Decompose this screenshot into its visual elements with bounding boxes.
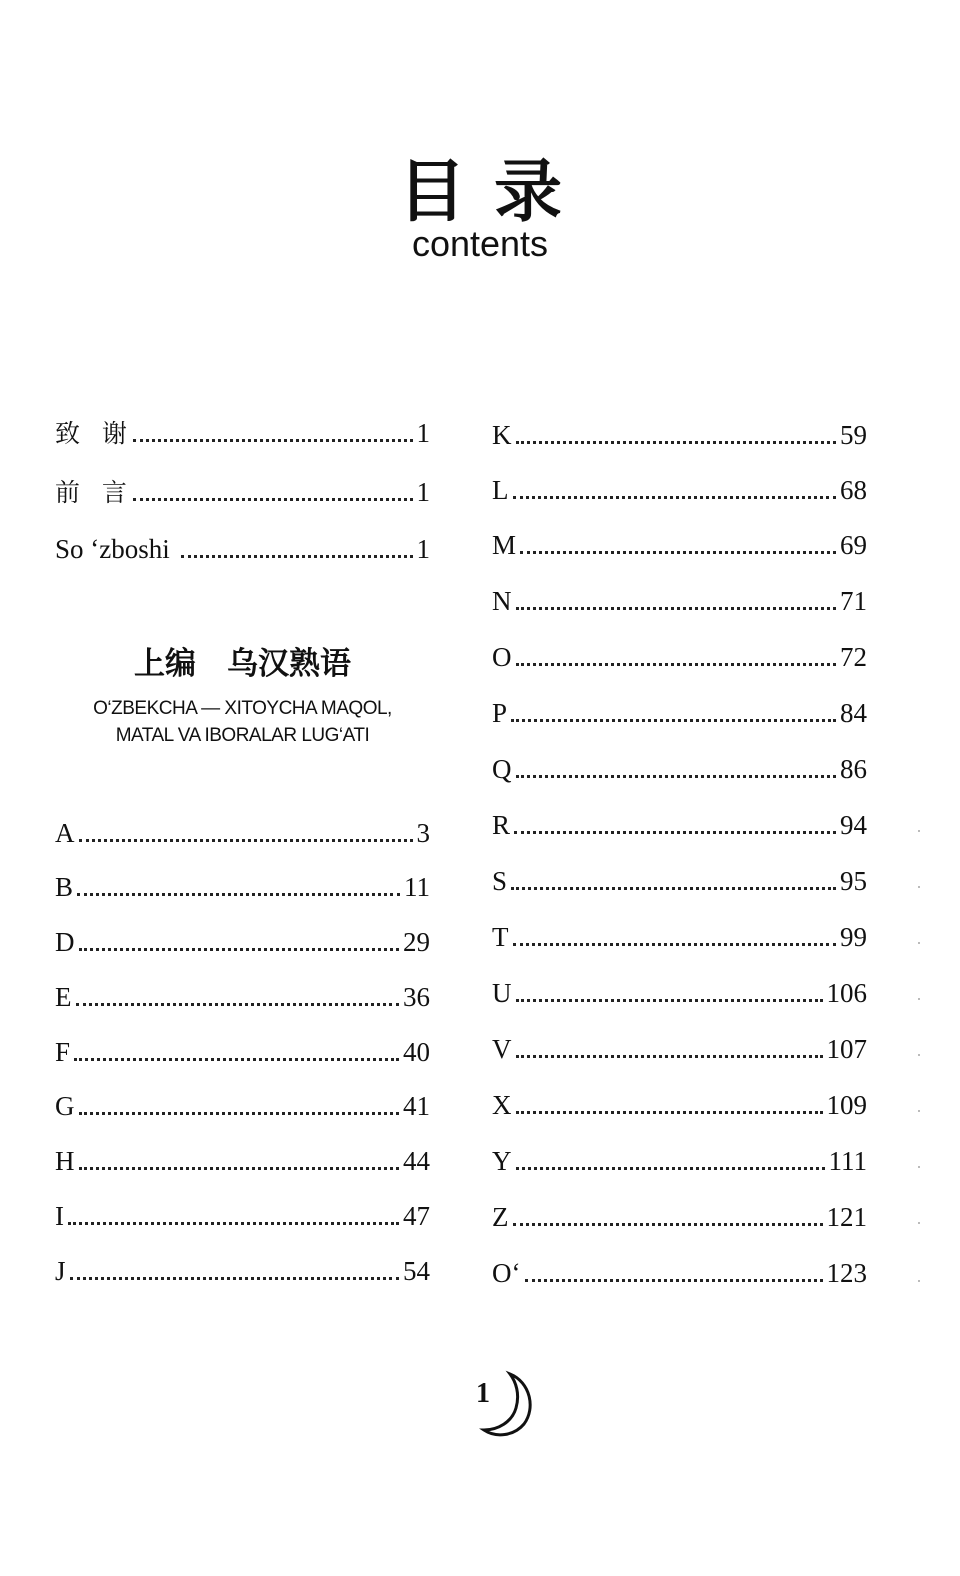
scan-speck <box>918 1166 920 1168</box>
toc-entry-label: T <box>492 922 509 952</box>
toc-entry-letter[interactable] <box>55 1201 430 1235</box>
toc-entry-label: K <box>492 420 512 450</box>
dot-leader <box>516 606 837 610</box>
toc-entry-label: R <box>492 810 511 840</box>
toc-entry-page: 123 <box>826 1258 867 1288</box>
toc-entry-preface[interactable] <box>55 473 430 507</box>
dot-leader <box>516 1054 823 1058</box>
page-footer <box>470 1368 540 1442</box>
scan-speck <box>918 830 920 832</box>
toc-entry-page: 1 <box>416 534 430 564</box>
toc-entry-page: 109 <box>826 1090 867 1120</box>
toc-entry-letter[interactable] <box>492 698 867 732</box>
toc-entry-page: 95 <box>840 866 867 896</box>
toc-entry-page: 36 <box>403 982 430 1012</box>
dot-leader <box>513 942 837 946</box>
toc-entry-letter[interactable] <box>492 866 867 900</box>
toc-entry-label: P <box>492 698 508 728</box>
toc-entry-page: 68 <box>840 475 867 505</box>
section-subtitle-line1: O‘ZBEKCHA — XITOYCHA MAQOL, <box>93 698 392 719</box>
toc-entry-letter[interactable] <box>492 1146 867 1180</box>
toc-entry-page: 71 <box>840 586 867 616</box>
dot-leader <box>68 1221 399 1225</box>
toc-entry-page: 47 <box>403 1201 430 1231</box>
toc-entry-label: B <box>55 872 74 902</box>
toc-entry-label: U <box>492 978 512 1008</box>
toc-entry-label: A <box>55 818 75 848</box>
scan-speck <box>918 1280 920 1282</box>
toc-entry-page: 59 <box>840 420 867 450</box>
toc-entry-page: 41 <box>403 1091 430 1121</box>
toc-entry-letter[interactable] <box>492 642 867 676</box>
toc-entry-label: M <box>492 530 517 560</box>
toc-entry-page: 111 <box>828 1146 867 1176</box>
toc-entry-letter[interactable] <box>492 1202 867 1236</box>
toc-entry-letter[interactable] <box>492 754 867 788</box>
toc-entry-letter[interactable] <box>55 1037 430 1071</box>
toc-entry-label: Q <box>492 754 512 784</box>
toc-entry-page: 40 <box>403 1037 430 1067</box>
toc-entry-label: X <box>492 1090 512 1120</box>
scan-speck <box>918 1222 920 1224</box>
toc-entry-letter[interactable] <box>492 1034 867 1068</box>
dot-leader <box>77 892 400 896</box>
dot-leader <box>133 497 413 501</box>
toc-right-column <box>492 0 867 1576</box>
toc-left-column <box>55 0 430 1576</box>
dot-leader <box>525 1278 823 1282</box>
toc-entry-page: 3 <box>416 818 430 848</box>
toc-entry-letter[interactable] <box>492 530 867 564</box>
toc-entry-letter[interactable] <box>55 982 430 1016</box>
toc-entry-letter[interactable] <box>55 1091 430 1125</box>
toc-entry-label: Y <box>492 1146 512 1176</box>
page-title-chinese: 目录 <box>397 153 590 232</box>
dot-leader <box>181 554 413 558</box>
toc-entry-label: E <box>55 982 72 1012</box>
dot-leader <box>516 1166 825 1170</box>
toc-entry-page: 72 <box>840 642 867 672</box>
toc-entry-letter[interactable] <box>492 475 867 509</box>
toc-entry-label: H <box>55 1146 75 1176</box>
toc-entry-page: 1 <box>416 477 430 507</box>
toc-entry-page: 69 <box>840 530 867 560</box>
section-subtitle <box>55 695 430 749</box>
toc-entry-page: 84 <box>840 698 867 728</box>
toc-entry-letter[interactable] <box>492 978 867 1012</box>
dot-leader <box>516 440 837 444</box>
toc-entry-label: Z <box>492 1202 509 1232</box>
dot-leader <box>74 1057 399 1061</box>
toc-entry-page: 11 <box>404 872 430 902</box>
toc-entry-acknowledgements[interactable] <box>55 414 430 448</box>
scan-speck <box>918 1054 920 1056</box>
toc-entry-letter[interactable] <box>55 927 430 961</box>
toc-entry-sozboshi[interactable] <box>55 534 430 568</box>
toc-entry-page: 99 <box>840 922 867 952</box>
dot-leader <box>516 774 837 778</box>
toc-entry-label: N <box>492 586 512 616</box>
toc-entry-letter[interactable] <box>492 420 867 454</box>
dot-leader <box>514 830 836 834</box>
toc-entry-label: O‘ <box>492 1258 521 1288</box>
toc-entry-label: L <box>492 475 509 505</box>
toc-entry-label: G <box>55 1091 75 1121</box>
section-subtitle-line2: MATAL VA IBORALAR LUG‘ATI <box>115 725 370 746</box>
toc-entry-letter[interactable] <box>55 872 430 906</box>
section-title: 上编 乌汉熟语 <box>134 646 351 682</box>
dot-leader <box>516 1110 823 1114</box>
toc-entry-page: 54 <box>403 1256 430 1286</box>
dot-leader <box>511 886 836 890</box>
toc-entry-letter[interactable] <box>55 1256 430 1290</box>
toc-entry-page: 106 <box>826 978 867 1008</box>
toc-entry-page: 29 <box>403 927 430 957</box>
dot-leader <box>79 1111 400 1115</box>
toc-entry-label: So ‘zboshi <box>55 534 177 564</box>
toc-entry-letter[interactable] <box>55 818 430 852</box>
toc-entry-letter[interactable] <box>492 922 867 956</box>
toc-entry-label: J <box>55 1256 66 1286</box>
toc-entry-label: I <box>55 1201 64 1231</box>
toc-entry-page: 107 <box>826 1034 867 1064</box>
toc-entry-page: 44 <box>403 1146 430 1176</box>
toc-entry-letter[interactable] <box>492 586 867 620</box>
toc-entry-page: 121 <box>826 1202 867 1232</box>
toc-entry-letter[interactable] <box>492 1258 867 1292</box>
dot-leader <box>79 1166 400 1170</box>
toc-entry-label: 前 言 <box>55 478 129 507</box>
toc-entry-label: D <box>55 927 75 957</box>
toc-entry-letter[interactable] <box>492 810 867 844</box>
dot-leader <box>133 438 413 442</box>
toc-entry-label: 致 谢 <box>55 419 129 448</box>
scan-speck <box>918 942 920 944</box>
dot-leader <box>513 495 837 499</box>
dot-leader <box>70 1276 399 1280</box>
toc-entry-page: 1 <box>416 418 430 448</box>
toc-entry-page: 86 <box>840 754 867 784</box>
dot-leader <box>79 947 400 951</box>
toc-entry-letter[interactable] <box>492 1090 867 1124</box>
dot-leader <box>516 662 837 666</box>
toc-entry-label: V <box>492 1034 512 1064</box>
page-title-english: contents <box>411 223 549 264</box>
dot-leader <box>513 1222 823 1226</box>
toc-entry-label: S <box>492 866 508 896</box>
scan-speck <box>918 1110 920 1112</box>
scan-speck <box>918 886 920 888</box>
toc-entry-letter[interactable] <box>55 1146 430 1180</box>
dot-leader <box>520 550 836 554</box>
scan-speck <box>918 998 920 1000</box>
dot-leader <box>79 838 413 842</box>
dot-leader <box>516 998 823 1002</box>
toc-entry-label: O <box>492 642 512 672</box>
toc-entry-label: F <box>55 1037 71 1067</box>
toc-entry-page: 94 <box>840 810 867 840</box>
dot-leader <box>511 718 836 722</box>
dot-leader <box>76 1002 400 1006</box>
page-number: 1 <box>476 1378 490 1409</box>
